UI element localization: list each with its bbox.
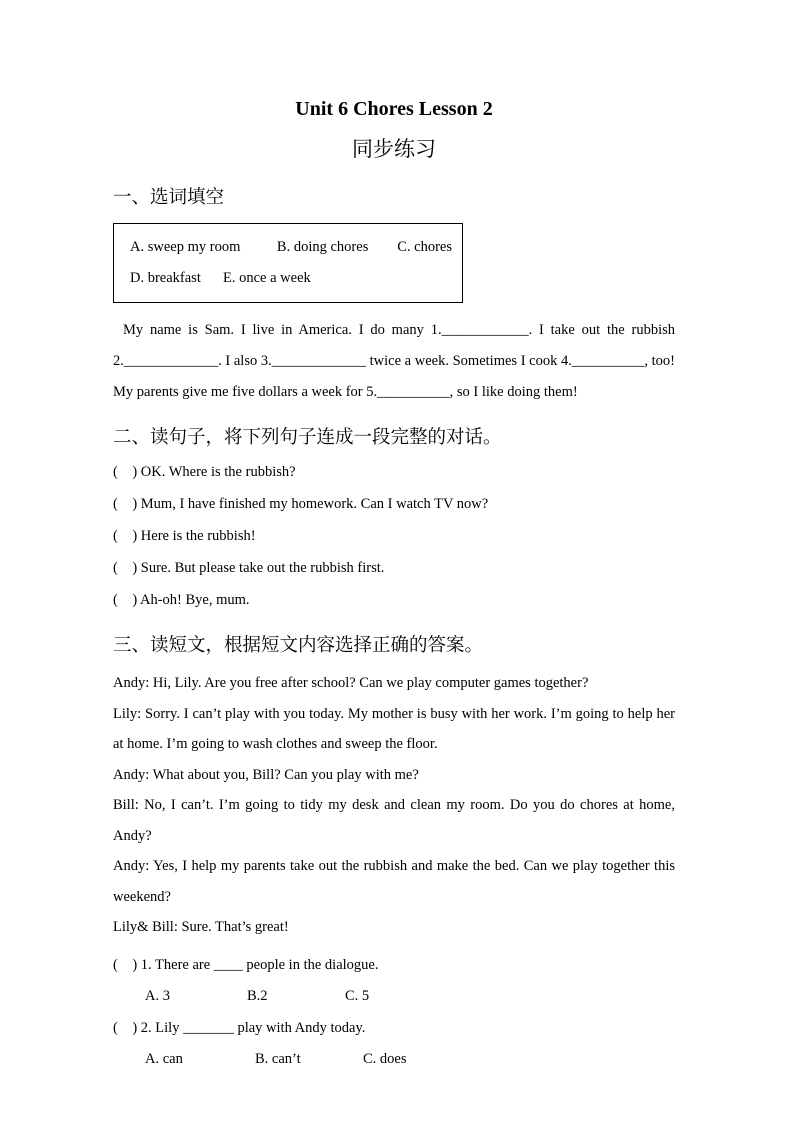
cloze-paragraph: My name is Sam. I live in America. I do many 1.____________. I take out the rubbish 2._____________. I also 3._____________ twice a week. Sometimes I cook 4.__________, too! My parents give me five dollars a week for 5.__________, so I like doing them!: [113, 322, 675, 400]
question-1-choice-b: B.2: [247, 987, 268, 1004]
word-bank-option-e: E. once a week: [223, 270, 311, 286]
word-bank-row-2: [130, 263, 452, 294]
word-bank-option-b: B. doing chores: [276, 239, 369, 255]
question-1-text: ( ) 1. There are ____ people in the dialogue.: [113, 956, 379, 973]
sequence-item-5: ( ) Ah-oh! Bye, mum.: [113, 592, 250, 608]
dialogue-line-5: Andy: Yes, I help my parents take out the rubbish and make the bed. Can we play together this weekend?: [113, 858, 675, 905]
worksheet-title: Unit 6 Chores Lesson 2: [295, 98, 493, 120]
question-2-text: ( ) 2. Lily _______ play with Andy today.: [113, 1019, 366, 1036]
sequence-item-3: ( ) Here is the rubbish!: [113, 528, 256, 544]
section-2: [113, 426, 675, 610]
sequence-item-1: ( ) OK. Where is the rubbish?: [113, 464, 296, 480]
worksheet-subtitle: 同步练习: [352, 137, 436, 161]
word-bank-box: [113, 223, 463, 303]
word-bank-option-c: C. chores: [397, 239, 452, 255]
question-1-choice-a: A. 3: [145, 987, 170, 1004]
dialogue-line-6: Lily& Bill: Sure. That’s great!: [113, 919, 289, 935]
dialogue-line-4: Bill: No, I can’t. I’m going to tidy my desk and clean my room. Do you do chores at home, Andy?: [113, 797, 675, 844]
question-2-choice-a: A. can: [145, 1050, 183, 1067]
section1-heading: 一、选词填空: [113, 188, 225, 208]
dialogue-line-2: Lily: Sorry. I can’t play with you today. My mother is busy with her work. I’m going to help her at home. I’m going to wash clothes and sweep the floor.: [113, 705, 675, 752]
question-2-choice-b: B. can’t: [255, 1050, 301, 1067]
sequence-item-2: ( ) Mum, I have finished my homework. Can I watch TV now?: [113, 496, 489, 512]
word-bank-option-d: D. breakfast: [130, 270, 201, 286]
word-bank-option-a: A. sweep my room: [130, 239, 241, 255]
reading-dialogue: [113, 668, 675, 943]
section-3: [113, 634, 675, 1069]
question-2-choices: [113, 1049, 675, 1069]
word-bank-row-1: [130, 232, 452, 263]
question-1-choice-c: C. 5: [345, 987, 370, 1004]
question-1-choices: [113, 986, 675, 1006]
section-1: [113, 186, 675, 408]
question-2-choice-c: C. does: [363, 1050, 407, 1067]
sequence-item-4: ( ) Sure. But please take out the rubbish first.: [113, 560, 385, 576]
dialogue-line-3: Andy: What about you, Bill? Can you play with me?: [113, 766, 419, 783]
section3-heading: 三、读短文，根据短文内容选择正确的答案。: [113, 636, 484, 656]
section2-heading: 二、读句子，将下列句子连成一段完整的对话。: [113, 428, 502, 448]
dialogue-line-1: Andy: Hi, Lily. Are you free after school? Can we play computer games together?: [113, 675, 589, 691]
